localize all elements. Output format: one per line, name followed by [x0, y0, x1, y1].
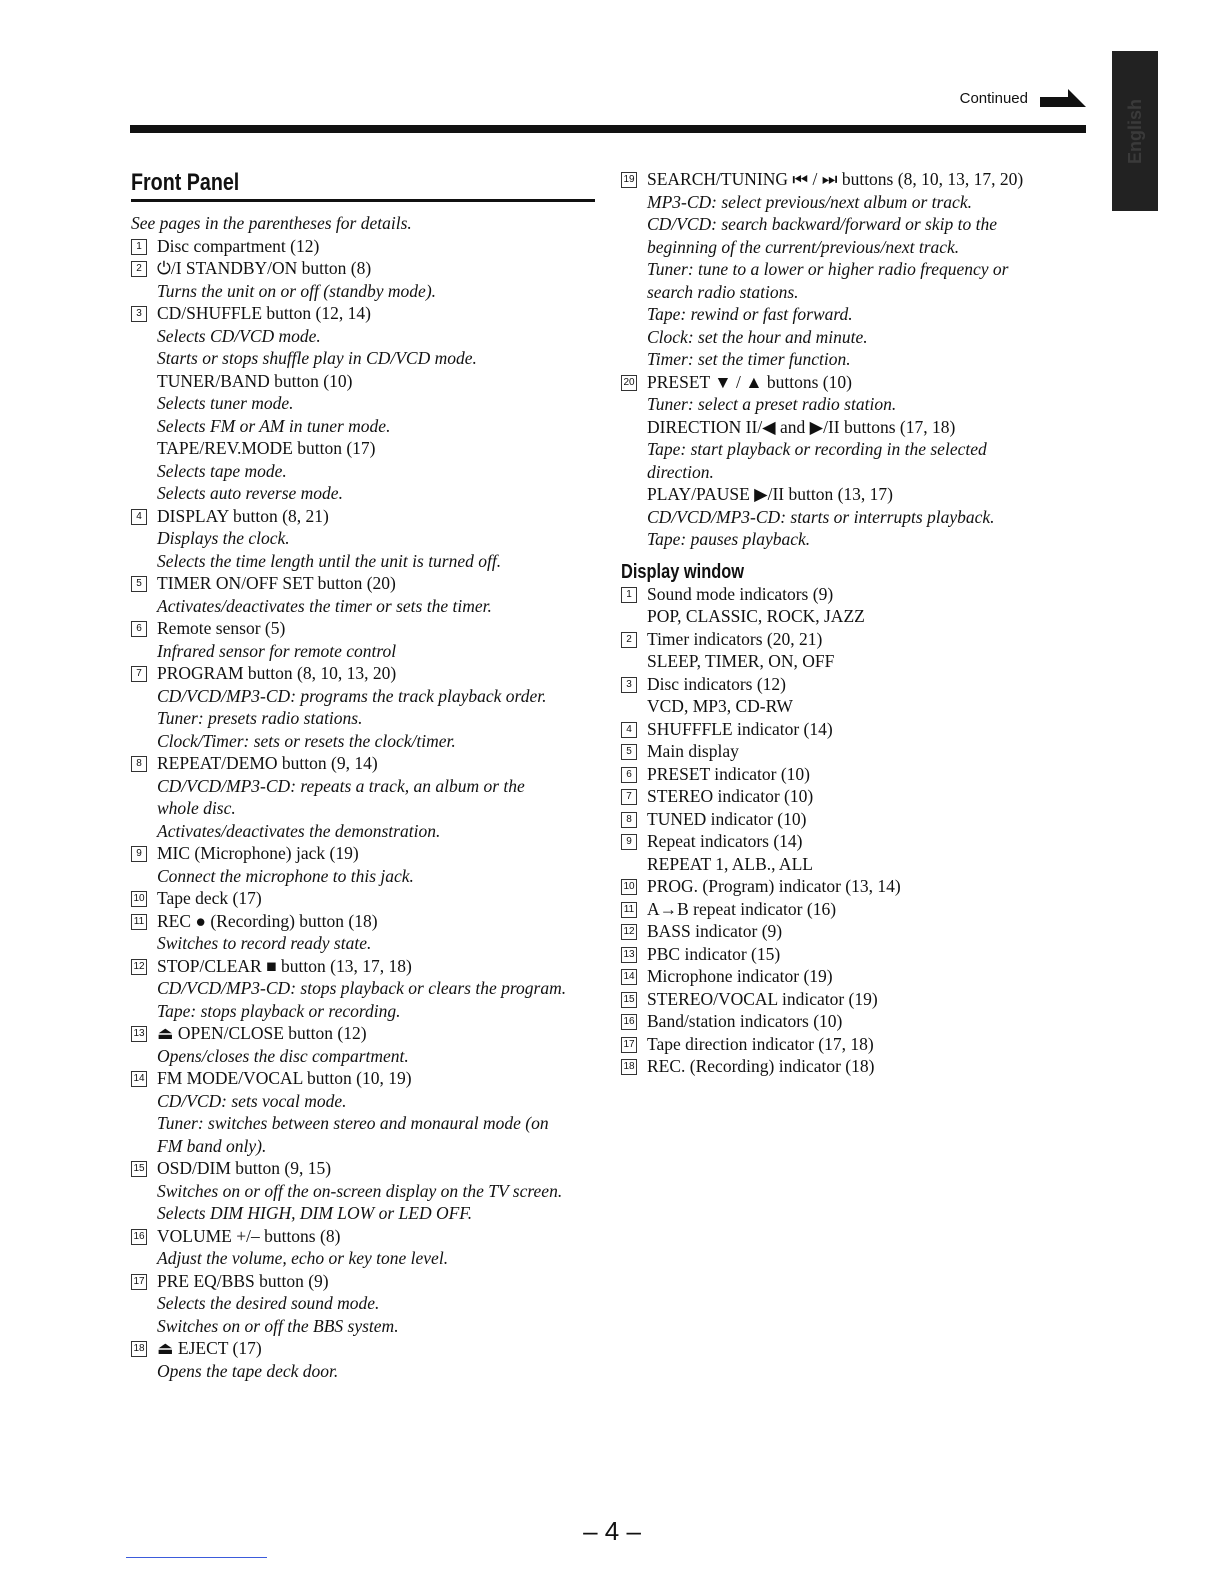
item-number-badge: 6 — [131, 621, 147, 637]
item-text: Remote sensor (5) — [157, 618, 286, 638]
item-number-badge: 12 — [621, 924, 637, 940]
item-text: PBC indicator (15) — [647, 943, 781, 964]
item-text: CD/VCD/MP3-CD: programs the track playback order. — [157, 685, 547, 706]
item-text: Tape: rewind or fast forward. — [647, 304, 853, 324]
item-description — [131, 325, 601, 348]
list-item — [131, 257, 601, 280]
list-item — [621, 168, 1101, 191]
list-item — [131, 955, 601, 978]
list-item — [621, 763, 1101, 786]
list-item — [621, 371, 1101, 394]
item-text: Starts or stops shuffle play in CD/VCD mode. — [157, 348, 477, 368]
item-text: TAPE/REV.MODE button (17) — [157, 438, 376, 458]
right-column — [621, 168, 1101, 1078]
item-description — [131, 775, 601, 798]
item-text: Activates/deactivates the demonstration. — [157, 820, 441, 841]
item-text: Tape direction indicator (17, 18) — [647, 1033, 874, 1054]
item-text: ⏏ EJECT (17) — [157, 1338, 262, 1358]
list-item — [621, 1033, 1101, 1056]
list-item — [131, 1157, 601, 1180]
item-text: Turns the unit on or off (standby mode). — [157, 280, 437, 301]
front-panel-title: Front Panel — [131, 169, 240, 196]
list-item — [621, 808, 1101, 831]
item-text: Timer: set the timer function. — [647, 349, 851, 369]
item-text: DISPLAY button (8, 21) — [157, 505, 329, 526]
list-item — [621, 1055, 1101, 1078]
item-number-badge: 5 — [131, 576, 147, 592]
item-text: STEREO indicator (10) — [647, 786, 814, 806]
item-text: PLAY/PAUSE ▶/II button (13, 17) — [647, 484, 894, 504]
list-item — [131, 572, 601, 595]
item-text: direction. — [647, 461, 714, 482]
list-item — [131, 1022, 601, 1045]
item-description — [131, 1112, 601, 1135]
bottom-link-line — [126, 1557, 267, 1558]
item-text: ⏏ OPEN/CLOSE button (12) — [157, 1023, 367, 1043]
item-description — [131, 1135, 601, 1158]
intro-text: See pages in the parentheses for details. — [131, 213, 412, 233]
item-description — [131, 1360, 601, 1383]
item-number-badge: 20 — [621, 375, 637, 391]
continued-label: Continued — [959, 89, 1028, 107]
item-number-badge: 16 — [131, 1229, 147, 1245]
list-item — [131, 842, 601, 865]
item-number-badge: 1 — [131, 239, 147, 255]
item-text: SLEEP, TIMER, ON, OFF — [647, 651, 835, 671]
item-text: Tuner: select a preset radio station. — [647, 394, 897, 414]
item-text: A→B repeat indicator (16) — [647, 898, 837, 919]
item-text: SHUFFFLE indicator (14) — [647, 718, 833, 739]
item-number-badge: 18 — [621, 1059, 637, 1075]
item-description — [621, 438, 1101, 461]
item-text: Selects DIM HIGH, DIM LOW or LED OFF. — [157, 1203, 473, 1223]
list-item — [621, 988, 1101, 1011]
item-number-badge: 13 — [131, 1026, 147, 1042]
item-text: Switches on or off the on-screen display on the TV screen. — [157, 1180, 563, 1201]
item-text: Clock: set the hour and minute. — [647, 326, 868, 347]
item-description — [131, 595, 601, 618]
item-text: VCD, MP3, CD-RW — [647, 696, 793, 716]
list-item — [131, 617, 601, 640]
sub-item — [621, 416, 1101, 439]
item-number-badge: 15 — [131, 1161, 147, 1177]
item-text: Band/station indicators (10) — [647, 1011, 843, 1031]
item-text: TIMER ON/OFF SET button (20) — [157, 573, 396, 593]
front-panel-list — [131, 235, 601, 1383]
front-panel-column — [131, 168, 601, 1382]
item-description — [621, 348, 1101, 371]
item-number-badge: 11 — [131, 914, 147, 930]
item-number-badge: 4 — [621, 722, 637, 738]
item-description — [131, 730, 601, 753]
list-item — [131, 235, 601, 258]
item-description — [621, 191, 1101, 214]
item-description — [131, 347, 601, 370]
continued-arrow-icon — [1038, 87, 1088, 109]
sub-item — [131, 437, 601, 460]
item-text: Tape: start playback or recording in the selected — [647, 439, 987, 459]
item-text: FM band only). — [157, 1135, 267, 1156]
item-description — [621, 528, 1101, 551]
item-text: Disc compartment (12) — [157, 235, 320, 256]
item-description — [131, 1000, 601, 1023]
item-text: Selects tuner mode. — [157, 393, 294, 413]
item-number-badge: 7 — [131, 666, 147, 682]
item-description — [131, 1045, 601, 1068]
item-description — [131, 932, 601, 955]
item-number-badge: 11 — [621, 902, 637, 918]
item-description — [131, 392, 601, 415]
list-item — [621, 673, 1101, 696]
item-text: Switches to record ready state. — [157, 933, 372, 953]
item-description — [621, 461, 1101, 484]
sub-item — [621, 483, 1101, 506]
item-text: whole disc. — [157, 798, 236, 818]
list-item — [621, 1010, 1101, 1033]
item-text: Main display — [647, 741, 739, 761]
item-text: Selects auto reverse mode. — [157, 483, 343, 503]
list-item — [621, 740, 1101, 763]
item-description — [621, 303, 1101, 326]
item-text: VOLUME +/– buttons (8) — [157, 1225, 341, 1246]
item-text: Selects tape mode. — [157, 460, 287, 481]
item-description — [131, 482, 601, 505]
item-description — [131, 1247, 601, 1270]
list-item — [621, 718, 1101, 741]
item-description — [131, 1292, 601, 1315]
list-item — [621, 965, 1101, 988]
item-description — [131, 1090, 601, 1113]
item-text: Switches on or off the BBS system. — [157, 1315, 399, 1336]
item-number-badge: 8 — [621, 812, 637, 828]
item-description — [621, 281, 1101, 304]
item-text: Tape: stops playback or recording. — [157, 1000, 401, 1021]
list-item — [131, 1067, 601, 1090]
item-text: Selects the time length until the unit is turned off. — [157, 550, 502, 571]
item-text: STOP/CLEAR ■ button (13, 17, 18) — [157, 955, 412, 976]
item-number-badge: 2 — [621, 632, 637, 648]
item-text: FM MODE/VOCAL button (10, 19) — [157, 1068, 412, 1088]
item-description — [621, 506, 1101, 529]
item-description — [131, 1202, 601, 1225]
item-description — [131, 977, 601, 1000]
item-number-badge: 4 — [131, 509, 147, 525]
sub-item — [621, 650, 1101, 673]
item-number-badge: 9 — [131, 846, 147, 862]
item-text: beginning of the current/previous/next track. — [647, 236, 960, 257]
item-number-badge: 3 — [621, 677, 637, 693]
item-number-badge: 19 — [621, 172, 637, 188]
item-text: TUNER/BAND button (10) — [157, 370, 353, 391]
item-text: MIC (Microphone) jack (19) — [157, 843, 359, 863]
item-text: Tape: pauses playback. — [647, 529, 811, 549]
item-text: Sound mode indicators (9) — [647, 583, 834, 604]
item-description — [131, 527, 601, 550]
item-text: Clock/Timer: sets or resets the clock/timer. — [157, 730, 456, 751]
item-text: REC ● (Recording) button (18) — [157, 910, 378, 931]
list-item — [131, 662, 601, 685]
item-description — [131, 415, 601, 438]
item-number-badge: 17 — [131, 1274, 147, 1290]
item-description — [621, 236, 1101, 259]
item-text: Opens the tape deck door. — [157, 1360, 339, 1381]
item-text: PRESET ▼ / ▲ buttons (10) — [647, 371, 852, 392]
list-item — [131, 1337, 601, 1360]
item-description — [131, 640, 601, 663]
item-description — [621, 258, 1101, 281]
item-text: Disc indicators (12) — [647, 673, 786, 694]
item-text: POP, CLASSIC, ROCK, JAZZ — [647, 606, 865, 626]
list-item — [131, 1270, 601, 1293]
title-rule — [131, 199, 595, 202]
item-description — [131, 1315, 601, 1338]
sub-item — [621, 853, 1101, 876]
item-text: CD/VCD/MP3-CD: repeats a track, an album or the — [157, 775, 525, 796]
item-text: Timer indicators (20, 21) — [647, 628, 823, 649]
item-description — [131, 797, 601, 820]
item-text: SEARCH/TUNING ⏮ / ⏭ buttons (8, 10, 13, 17, 20) — [647, 169, 1024, 189]
item-text: Selects CD/VCD mode. — [157, 325, 321, 346]
language-tab — [1112, 51, 1158, 211]
item-text: Tuner: tune to a lower or higher radio frequency or — [647, 259, 1009, 279]
item-text: DIRECTION II/◀ and ▶/II buttons (17, 18) — [647, 416, 956, 437]
item-text: REC. (Recording) indicator (18) — [647, 1056, 875, 1076]
item-text: Connect the microphone to this jack. — [157, 865, 414, 886]
display-window-title: Display window — [621, 560, 745, 583]
list-item — [131, 1225, 601, 1248]
list-item — [621, 875, 1101, 898]
list-item — [131, 887, 601, 910]
item-description — [131, 550, 601, 573]
display-window-list — [621, 583, 1101, 1078]
item-text: Infrared sensor for remote control — [157, 640, 397, 661]
item-text: CD/VCD/MP3-CD: starts or interrupts playback. — [647, 506, 995, 527]
item-description — [131, 460, 601, 483]
list-item — [621, 583, 1101, 606]
item-number-badge: 13 — [621, 947, 637, 963]
item-number-badge: 18 — [131, 1341, 147, 1357]
sub-item — [621, 605, 1101, 628]
sub-item — [131, 370, 601, 393]
item-description — [131, 1180, 601, 1203]
front-panel-list-continued — [621, 168, 1101, 551]
item-text: CD/VCD/MP3-CD: stops playback or clears the program. — [157, 978, 567, 998]
item-text: PRE EQ/BBS button (9) — [157, 1270, 329, 1291]
item-number-badge: 3 — [131, 306, 147, 322]
item-text: Activates/deactivates the timer or sets the timer. — [157, 595, 492, 616]
list-item — [621, 785, 1101, 808]
item-text: CD/SHUFFLE button (12, 14) — [157, 303, 371, 323]
item-text: Opens/closes the disc compartment. — [157, 1045, 409, 1066]
item-text: CD/VCD: search backward/forward or skip to the — [647, 214, 997, 234]
item-description — [621, 326, 1101, 349]
top-rule — [130, 125, 1086, 133]
item-text: PRESET indicator (10) — [647, 763, 810, 784]
language-tab-label: English — [1124, 98, 1145, 164]
item-text: PROG. (Program) indicator (13, 14) — [647, 876, 901, 896]
list-item — [131, 752, 601, 775]
item-text: TUNED indicator (10) — [647, 808, 807, 829]
item-text: PROGRAM button (8, 10, 13, 20) — [157, 663, 397, 683]
list-item — [621, 898, 1101, 921]
item-text: REPEAT/DEMO button (9, 14) — [157, 753, 378, 773]
item-number-badge: 2 — [131, 261, 147, 277]
item-text: Tuner: switches between stereo and monaural mode (on — [157, 1113, 549, 1133]
item-text: Repeat indicators (14) — [647, 831, 803, 851]
item-text: Tuner: presets radio stations. — [157, 708, 363, 728]
continued-marker — [900, 86, 1088, 110]
item-text: MP3-CD: select previous/next album or track. — [647, 191, 972, 212]
item-number-badge: 15 — [621, 992, 637, 1008]
item-description — [621, 393, 1101, 416]
list-item — [621, 920, 1101, 943]
item-text: Selects FM or AM in tuner mode. — [157, 415, 391, 436]
item-text: Displays the clock. — [157, 528, 290, 548]
item-description — [621, 213, 1101, 236]
item-text: CD/VCD: sets vocal mode. — [157, 1090, 347, 1111]
item-description — [131, 820, 601, 843]
list-item — [621, 943, 1101, 966]
item-text: REPEAT 1, ALB., ALL — [647, 853, 813, 874]
sub-item — [621, 695, 1101, 718]
item-text: STEREO/VOCAL indicator (19) — [647, 988, 878, 1009]
item-number-badge: 14 — [131, 1071, 147, 1087]
item-number-badge: 8 — [131, 756, 147, 772]
item-text: BASS indicator (9) — [647, 921, 783, 941]
item-number-badge: 5 — [621, 744, 637, 760]
item-description — [131, 280, 601, 303]
list-item — [131, 302, 601, 325]
item-number-badge: 10 — [131, 891, 147, 907]
item-number-badge: 10 — [621, 879, 637, 895]
item-text: Adjust the volume, echo or key tone level. — [157, 1248, 449, 1268]
page-number: – 4 – — [583, 1516, 641, 1546]
item-text: OSD/DIM button (9, 15) — [157, 1158, 332, 1178]
item-text: Tape deck (17) — [157, 888, 262, 908]
item-number-badge: 6 — [621, 767, 637, 783]
item-number-badge: 16 — [621, 1014, 637, 1030]
item-number-badge: 17 — [621, 1037, 637, 1053]
item-text: search radio stations. — [647, 281, 799, 302]
item-number-badge: 12 — [131, 959, 147, 975]
item-description — [131, 685, 601, 708]
list-item — [131, 910, 601, 933]
item-text: ⏻/I STANDBY/ON button (8) — [157, 258, 372, 278]
item-description — [131, 707, 601, 730]
list-item — [621, 830, 1101, 853]
item-description — [131, 865, 601, 888]
item-number-badge: 7 — [621, 789, 637, 805]
item-number-badge: 1 — [621, 587, 637, 603]
item-text: Selects the desired sound mode. — [157, 1293, 380, 1313]
item-number-badge: 9 — [621, 834, 637, 850]
item-number-badge: 14 — [621, 969, 637, 985]
list-item — [621, 628, 1101, 651]
list-item — [131, 505, 601, 528]
item-text: Microphone indicator (19) — [647, 966, 833, 986]
